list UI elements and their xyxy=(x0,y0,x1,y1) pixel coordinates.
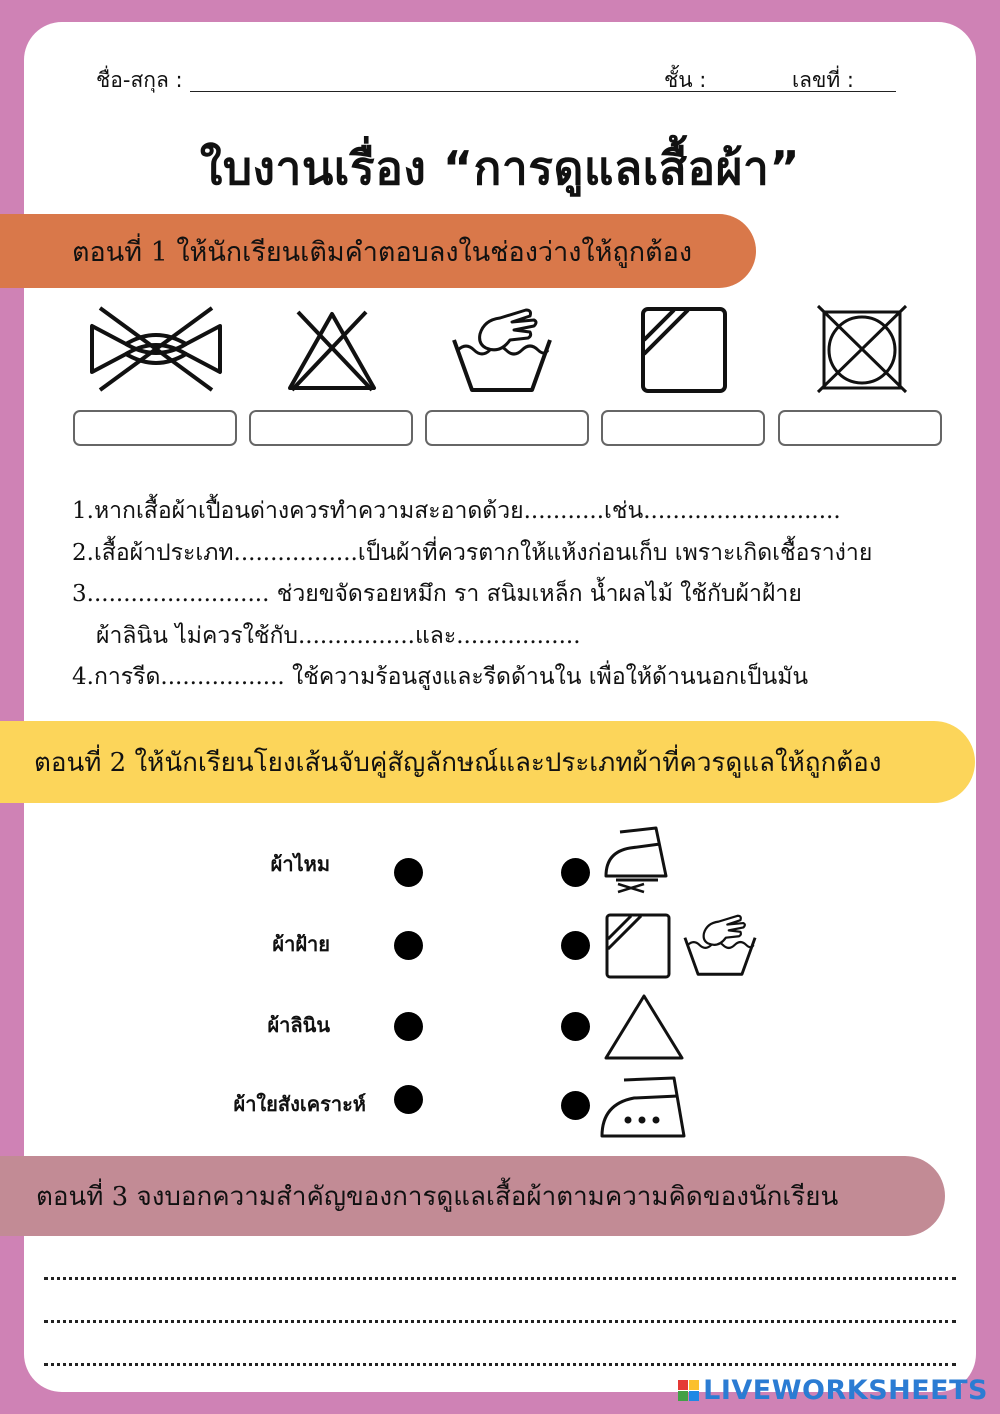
liveworksheets-logo-icon xyxy=(678,1380,699,1401)
header-underline xyxy=(190,91,896,92)
right-dot-4[interactable] xyxy=(561,1091,590,1120)
iron-high-heat-icon xyxy=(598,1074,688,1140)
left-dot-cotton[interactable] xyxy=(394,931,423,960)
left-dot-synthetic[interactable] xyxy=(394,1085,423,1114)
do-not-wring-icon xyxy=(86,304,226,394)
part3-heading: ตอนที่ 3 จงบอกความสำคัญของการดูแลเสื้อผ้าตามความคิดของนักเรียน xyxy=(0,1156,945,1236)
hand-wash-icon xyxy=(450,306,554,394)
answer-line-1[interactable] xyxy=(44,1277,956,1280)
part2-heading: ตอนที่ 2 ให้นักเรียนโยงเส้นจับคู่สัญลักษณ์และประเภทผ้าที่ควรดูแลให้ถูกต้อง xyxy=(0,721,975,803)
answer-box-5[interactable] xyxy=(778,410,942,446)
right-dot-3[interactable] xyxy=(561,1012,590,1041)
left-dot-linen[interactable] xyxy=(394,1012,423,1041)
answer-box-3[interactable] xyxy=(425,410,589,446)
bleach-allowed-icon xyxy=(602,992,686,1062)
worksheet-title: ใบงานเรื่อง “การดูแลเสื้อผ้า” xyxy=(199,141,801,195)
question-1: 1.หากเสื้อผ้าเปื้อนด่างควรทำความสะอาดด้วย...........เช่น........................... xyxy=(72,498,841,524)
fabric-linen: ผ้าลินิน xyxy=(267,1013,330,1037)
question-3: 3......................... ช่วยขจัดรอยหมึก รา สนิมเหล็ก น้ำผลไม้ ใช้กับผ้าฝ้าย xyxy=(72,581,802,607)
left-dot-silk[interactable] xyxy=(394,858,423,887)
do-not-bleach-icon xyxy=(284,306,380,394)
watermark-text: LIVEWORKSHEETS xyxy=(703,1375,988,1406)
fabric-cotton: ผ้าฝ้าย xyxy=(272,932,330,956)
answer-box-2[interactable] xyxy=(249,410,413,446)
number-label: เลขที่ : xyxy=(792,68,854,92)
do-not-steam-iron-icon xyxy=(600,822,674,894)
fabric-silk: ผ้าไหม xyxy=(270,852,330,876)
answer-line-3[interactable] xyxy=(44,1363,956,1366)
question-3-continued: ผ้าลินิน ไม่ควรใช้กับ................และ................. xyxy=(96,623,581,649)
right-dot-1[interactable] xyxy=(561,858,590,887)
answer-box-1[interactable] xyxy=(73,410,237,446)
do-not-tumble-dry-icon xyxy=(814,304,910,394)
class-label: ชั้น : xyxy=(664,68,707,92)
question-2: 2.เสื้อผ้าประเภท.................เป็นผ้าที่ควรตากให้แห้งก่อนเก็บ เพราะเกิดเชื้อราง่าย xyxy=(72,540,873,566)
dry-in-shade-small-icon xyxy=(605,913,671,979)
answer-box-4[interactable] xyxy=(601,410,765,446)
dry-in-shade-icon xyxy=(640,306,728,394)
right-dot-2[interactable] xyxy=(561,931,590,960)
question-4: 4.การรีด................. ใช้ความร้อนสูงและรีดด้านใน เพื่อให้ด้านนอกเป็นมัน xyxy=(72,664,809,690)
hand-wash-small-icon xyxy=(682,910,758,980)
answer-line-2[interactable] xyxy=(44,1320,956,1323)
liveworksheets-watermark xyxy=(678,1375,988,1406)
fabric-synthetic: ผ้าใยสังเคราะห์ xyxy=(233,1092,366,1116)
name-label: ชื่อ-สกุล : xyxy=(96,68,183,92)
part1-heading: ตอนที่ 1 ให้นักเรียนเติมคำตอบลงในช่องว่างให้ถูกต้อง xyxy=(0,214,756,288)
